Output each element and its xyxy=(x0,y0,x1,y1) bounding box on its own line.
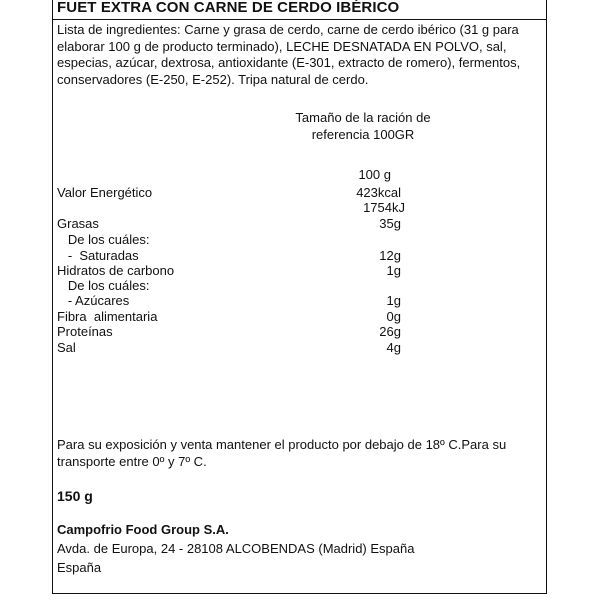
storage-note xyxy=(57,436,542,470)
serving-line: Tamaño de la ración de xyxy=(295,110,431,125)
nutrient-value: 26g xyxy=(379,324,401,339)
nutrient-label: Valor Energético xyxy=(57,185,153,200)
serving-line: referencia 100GR xyxy=(311,127,415,142)
nutrient-value: 1g xyxy=(386,293,401,308)
nutrient-value: 423kcal xyxy=(356,185,401,200)
nutrient-value: 1754kJ xyxy=(363,200,405,215)
nutrient-label: - Azúcares xyxy=(57,293,130,308)
serving-size xyxy=(263,109,463,143)
nutrient-label: Fibra alimentaria xyxy=(57,309,158,324)
nutrient-label: De los cuáles: xyxy=(57,278,150,293)
ingredients-list xyxy=(57,22,542,88)
nutrient-label: Hidratos de carbono xyxy=(57,263,175,278)
nutrient-label: Grasas xyxy=(57,216,99,231)
nutrient-value: 1g xyxy=(386,263,401,278)
product-label xyxy=(52,0,547,594)
ingredients-line: Lista de ingredientes: Carne y grasa de cerdo, carne de cerdo ibérico (31 g para xyxy=(57,22,519,37)
per-label: 100 g xyxy=(358,167,391,182)
manufacturer-address: Avda. de Europa, 24 - 28108 ALCOBENDAS (Madrid) España xyxy=(57,541,415,556)
nutrient-value: 35g xyxy=(379,216,401,231)
nutrient-label: Sal xyxy=(57,340,76,355)
product-title: FUET EXTRA CON CARNE DE CERDO IBÉRICO xyxy=(57,0,400,16)
nutrient-value: 4g xyxy=(386,340,401,355)
nutrient-value: 0g xyxy=(386,309,401,324)
nutrient-value: 12g xyxy=(379,248,401,263)
manufacturer-name: Campofrio Food Group S.A. xyxy=(57,522,229,537)
ingredients-line: elaborar 100 g de producto terminado), LECHE DESNATADA EN POLVO, sal, xyxy=(57,38,507,54)
ingredients-line: especias, azúcar, dextrosa, antioxidante (E-301, extracto de romero), fermentos, xyxy=(57,55,521,70)
title-bar xyxy=(53,0,546,20)
storage-line: transporte entre 0º y 7º C. xyxy=(57,454,207,469)
nutrient-label: Proteínas xyxy=(57,324,113,339)
nutrient-label: - Saturadas xyxy=(57,248,139,263)
manufacturer-country: España xyxy=(57,560,102,575)
ingredients-line: conservadores (E-250, E-252). Tripa natural de cerdo. xyxy=(57,71,369,87)
nutrient-label: De los cuáles: xyxy=(57,232,150,247)
net-weight: 150 g xyxy=(57,488,93,504)
storage-line: Para su exposición y venta mantener el producto por debajo de 18º C.Para su xyxy=(57,437,507,452)
